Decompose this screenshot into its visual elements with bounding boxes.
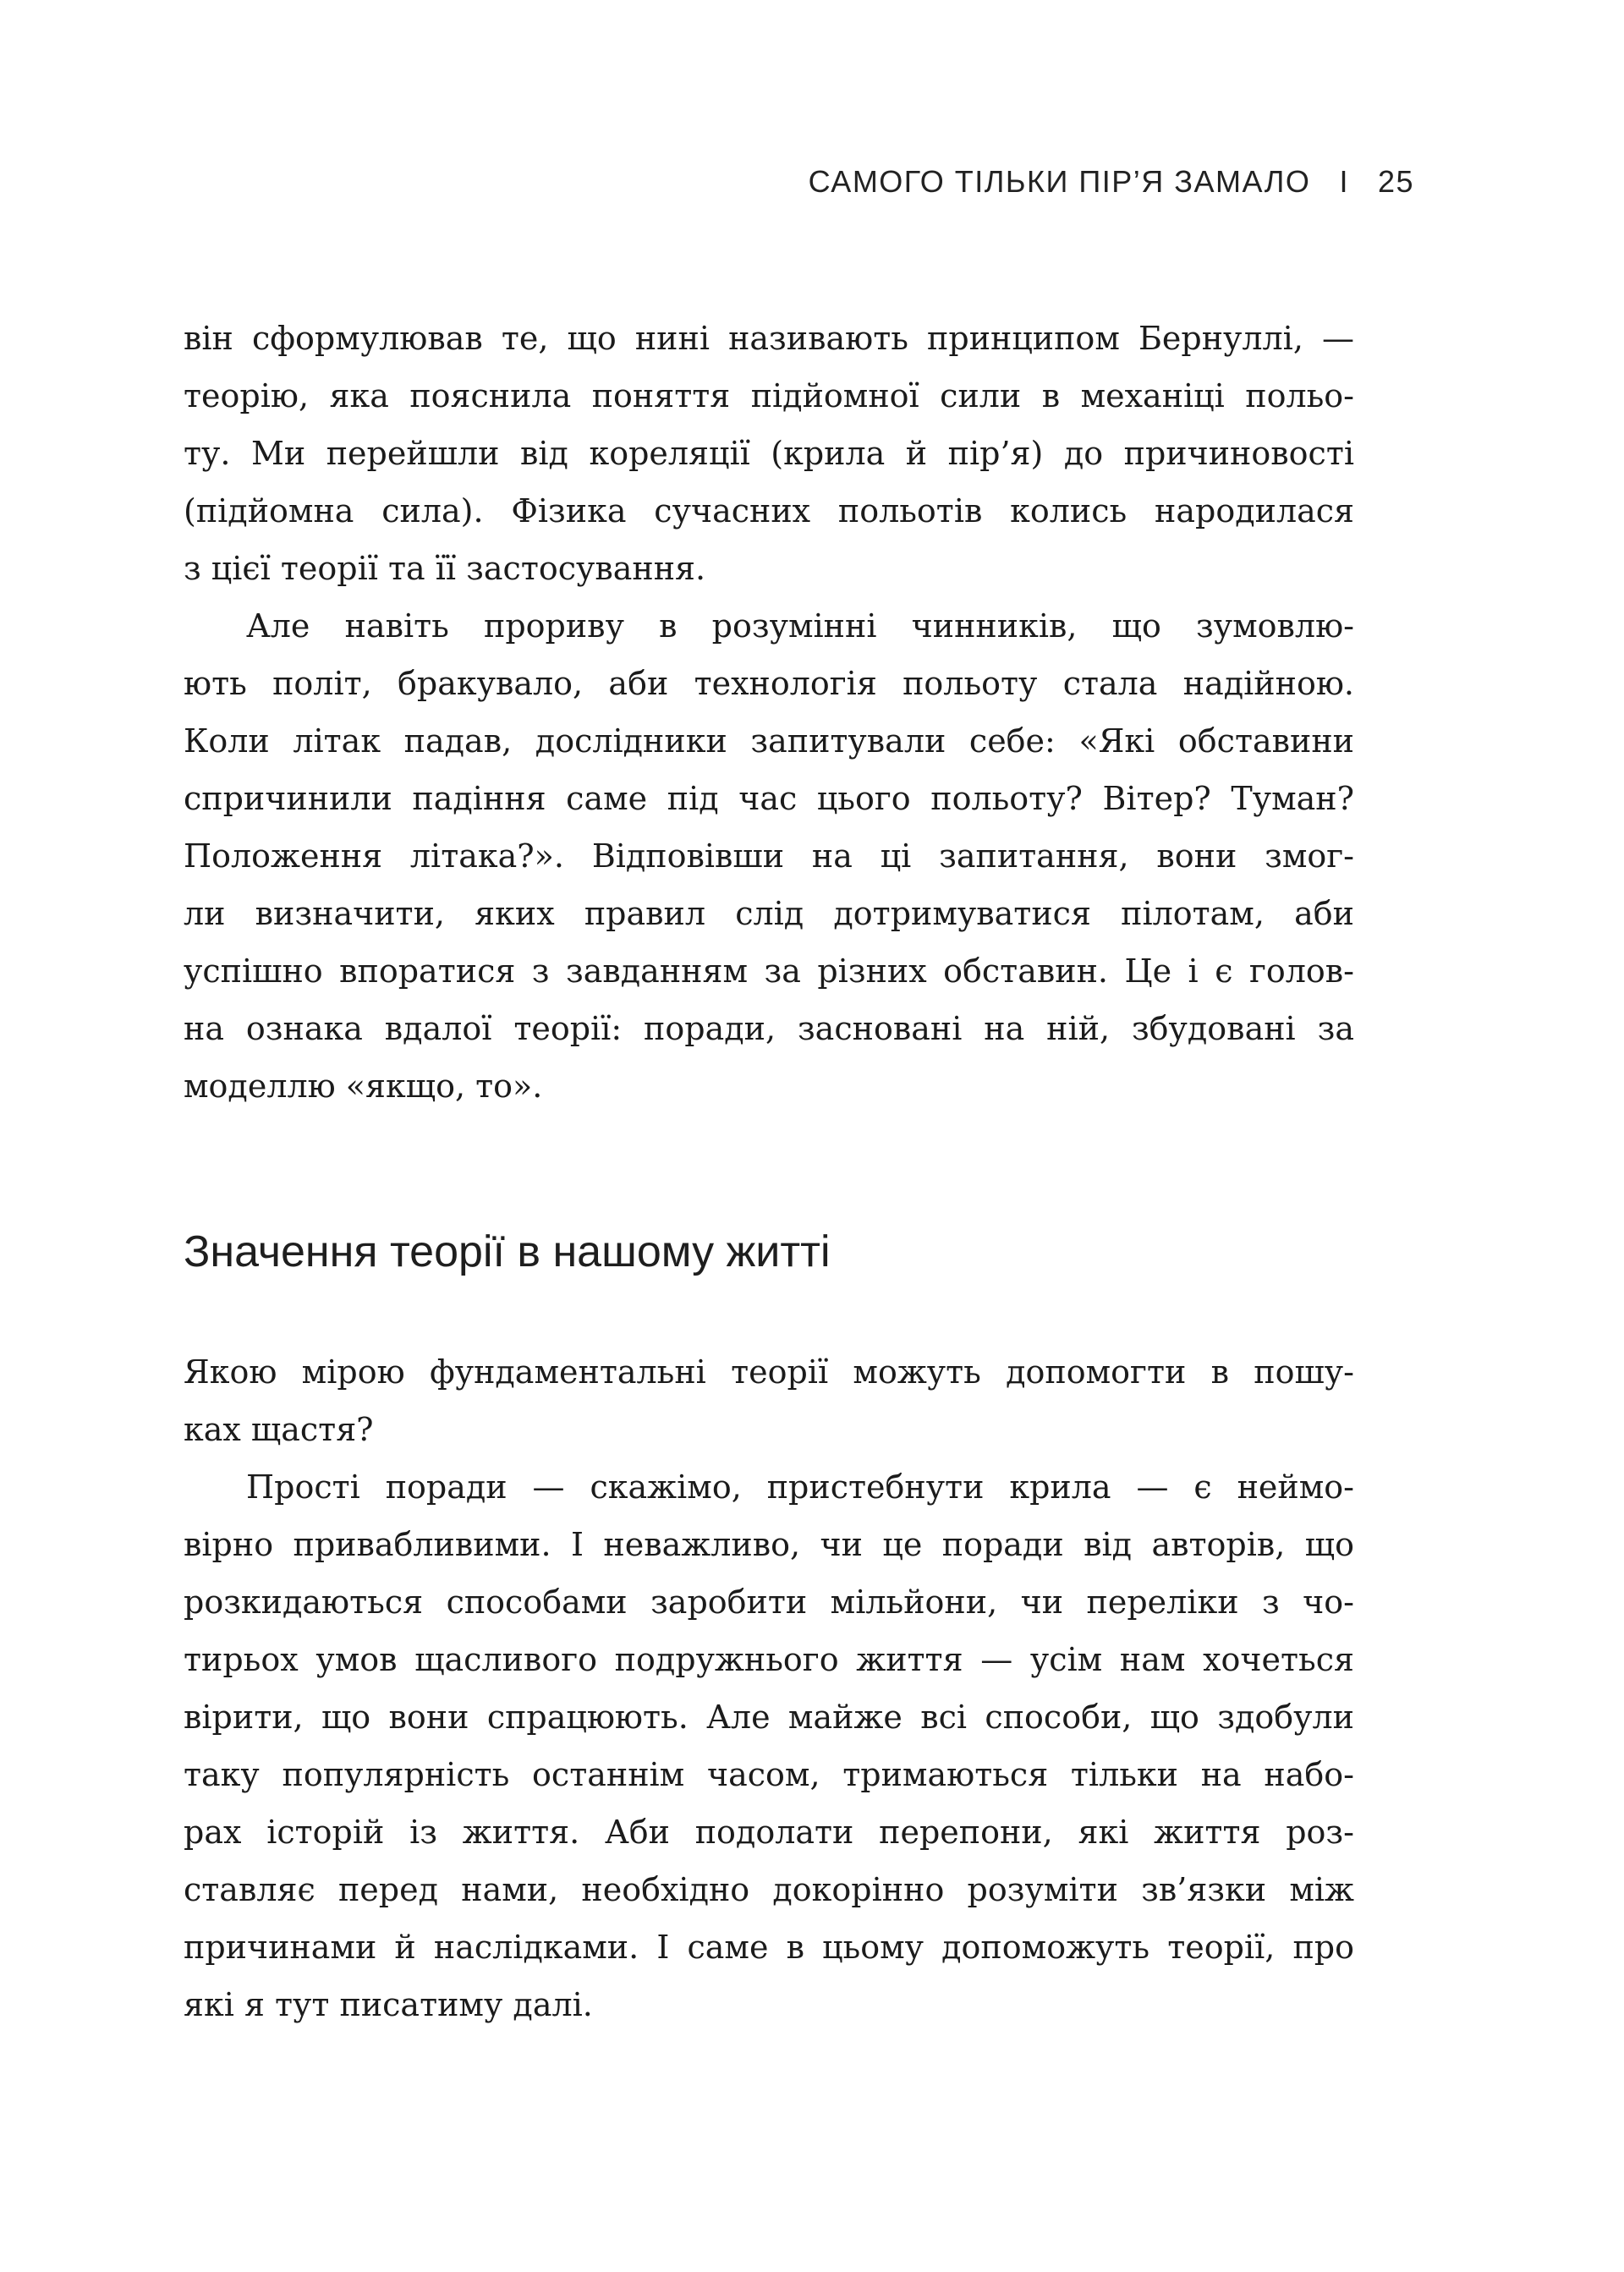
text-line: тирьох умов щасливого подружнього життя — усім нам хочеться: [184, 1641, 1354, 1678]
text-line: які я тут писатиму далі.: [184, 1986, 593, 2023]
text-line: успішно впоратися з завданням за різних обставин. Це і є голов-: [184, 952, 1354, 990]
paragraph: [184, 1458, 1354, 2033]
text-line: він сформулював те, що нині називають принципом Бернуллі, —: [184, 320, 1354, 357]
page-number: 25: [1377, 164, 1414, 199]
text-line: Коли літак падав, дослідники запитували себе: «Які обставини: [184, 722, 1354, 760]
body-text-before-heading: [184, 310, 1354, 1115]
text-line: ли визначити, яких правил слід дотримуватися пілотам, аби: [184, 895, 1354, 932]
text-line: теорію, яка пояснила поняття підйомної сили в механіці польо-: [184, 377, 1354, 414]
text-line: на ознака вдалої теорії: поради, засновані на ній, збудовані за: [184, 1010, 1354, 1047]
text-line: розкидаються способами заробити мільйони, чи переліки з чо-: [184, 1583, 1354, 1621]
text-line: Але навіть прориву в розумінні чинників, що зумовлю-: [246, 607, 1354, 645]
text-line: рах історій із життя. Аби подолати перепони, які життя роз-: [184, 1814, 1354, 1851]
text-line: причинами й наслідками. І саме в цьому допоможуть теорії, про: [184, 1929, 1354, 1966]
text-line: таку популярність останнім часом, тримаються тільки на набо-: [184, 1756, 1354, 1793]
text-line: ту. Ми перейшли від кореляції (крила й пір’я) до причиновості: [184, 435, 1354, 472]
text-line: вірно привабливими. І неважливо, чи це поради від авторів, що: [184, 1526, 1354, 1563]
text-line: Якою мірою фундаментальні теорії можуть допомогти в пошу-: [184, 1353, 1354, 1391]
text-line: ставляє перед нами, необхідно докорінно розуміти зв’язки між: [184, 1871, 1354, 1908]
text-line: Положення літака?». Відповівши на ці запитання, вони змог-: [184, 837, 1354, 875]
text-line: спричинили падіння саме під час цього польоту? Вітер? Туман?: [184, 780, 1354, 817]
text-line: з цієї теорії та її застосування.: [184, 550, 706, 587]
paragraph: [184, 310, 1354, 597]
running-head-separator: I: [1339, 164, 1349, 199]
text-line: ють політ, бракувало, аби технологія польоту стала надійною.: [184, 665, 1354, 702]
text-line: вірити, що вони спрацюють. Але майже всі способи, що здобули: [184, 1699, 1354, 1736]
text-line: моделлю «якщо, то».: [184, 1067, 543, 1105]
running-head-title: САМОГО ТІЛЬКИ ПІР’Я ЗАМАЛО: [808, 164, 1311, 199]
paragraph: [184, 1343, 1354, 1458]
text-line: Прості поради — скажімо, пристебнути крила — є неймо-: [246, 1468, 1354, 1506]
text-line: ках щастя?: [184, 1411, 374, 1448]
paragraph: [184, 597, 1354, 1115]
body-text-after-heading: [184, 1343, 1354, 2033]
running-head: [809, 161, 1414, 203]
text-line: (підйомна сила). Фізика сучасних польотів колись народилася: [184, 492, 1354, 530]
section-heading: Значення теорії в нашому житті: [184, 1227, 831, 1276]
